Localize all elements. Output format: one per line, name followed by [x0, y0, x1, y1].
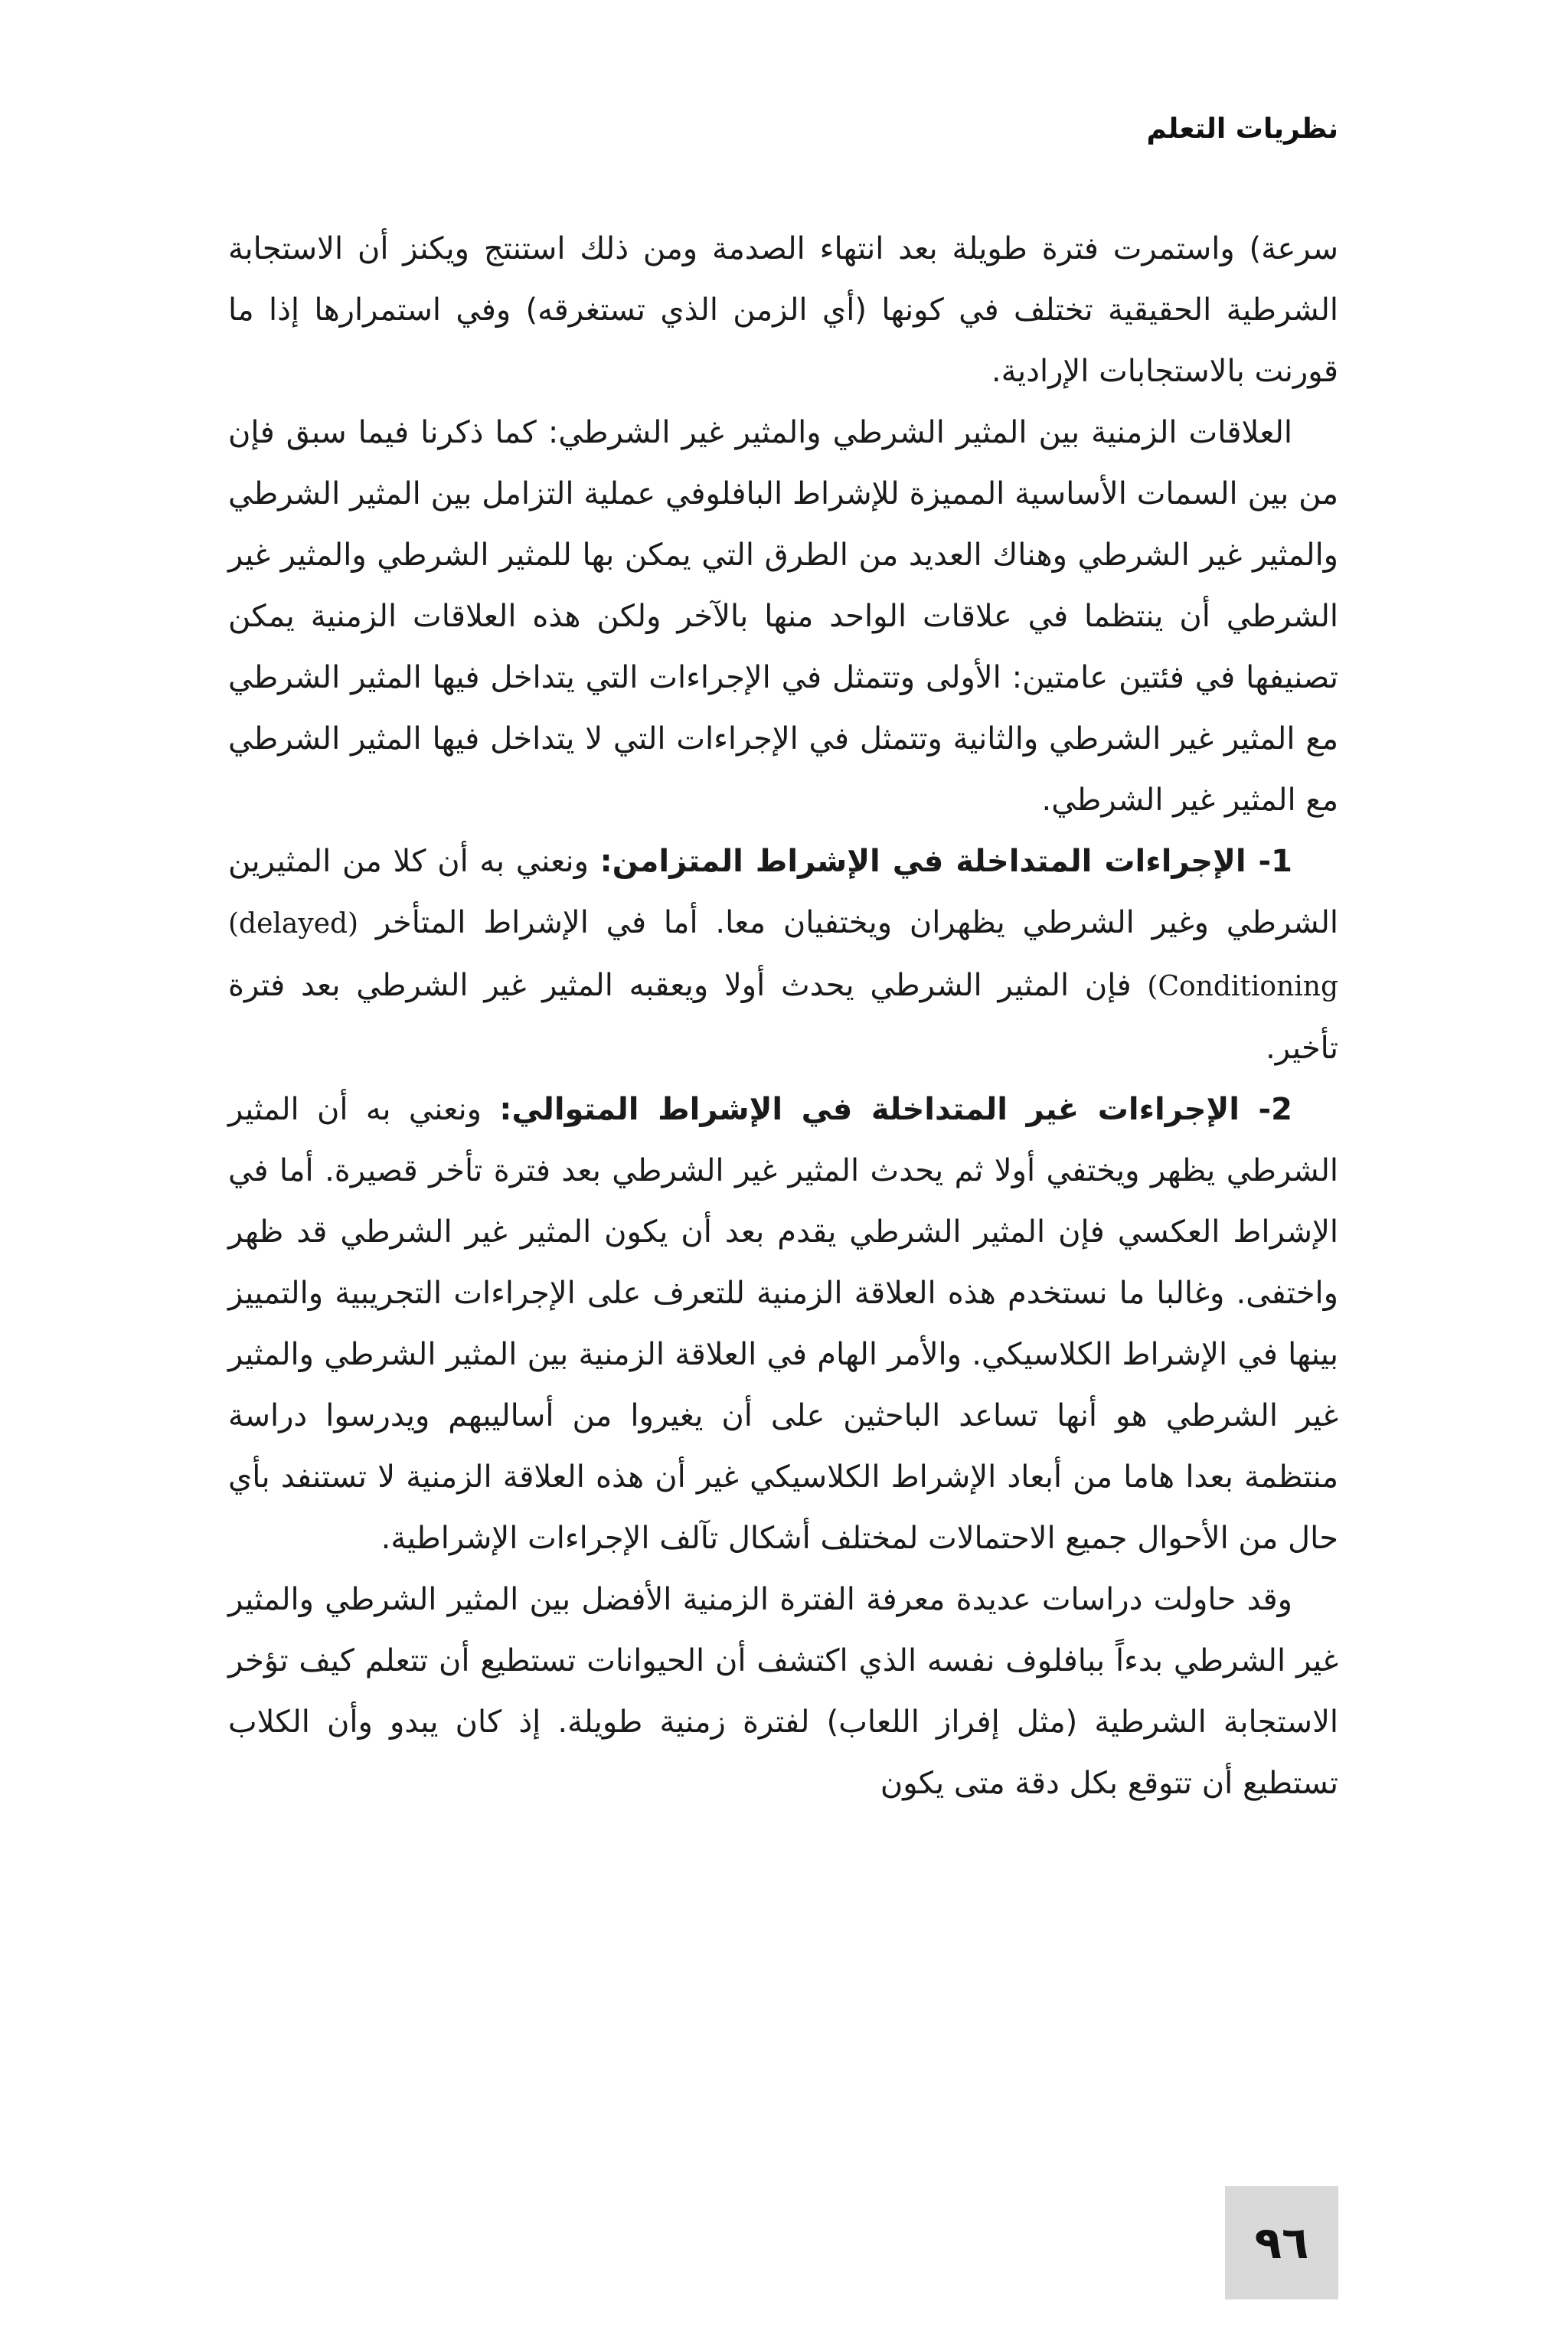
- paragraph-5: وقد حاولت دراسات عديدة معرفة الفترة الزمنية الأفضل بين المثير الشرطي والمثير غير الشرطي بدءاً ببافلوف نفسه الذي اكتشف أن الحيوانات تستطيع أن تتعلم كيف تؤخر الاستجابة الشرطية (مثل إفراز اللعاب) لفترة زمنية طويلة. إذ كان يبدو وأن الكلاب تستطيع أن تتوقع بكل دقة متى يكون: [228, 1582, 1338, 1801]
- page-number: ٩٦: [1254, 2217, 1309, 2269]
- paragraph-1: سرعة) واستمرت فترة طويلة بعد انتهاء الصدمة ومن ذلك استنتج ويكنز أن الاستجابة الشرطية الحقيقية تختلف في كونها (أي الزمن الذي تستغرقه) وفي استمرارها إذا ما قورنت بالاستجابات الإرادية.: [228, 231, 1338, 389]
- paragraph-4: [228, 1079, 1338, 1569]
- paragraph-2: العلاقات الزمنية بين المثير الشرطي والمثير غير الشرطي: كما ذكرنا فيما سبق فإن من بين السمات الأساسية المميزة للإشراط البافلوفي عملية التزامل بين المثير الشرطي والمثير غير الشرطي وهناك العديد من الطرق التي يمكن بها للمثير الشرطي والمثير غير الشرطي أن ينتظما في علاقات الواحد منها بالآخر ولكن هذه العلاقات الزمنية يمكن تصنيفها في فئتين عامتين: الأولى وتتمثل في الإجراءات التي يتداخل فيها المثير الشرطي مع المثير غير الشرطي والثانية وتتمثل في الإجراءات التي لا يتداخل فيها المثير الشرطي مع المثير غير الشرطي.: [228, 415, 1338, 818]
- body-text: [228, 218, 1338, 1814]
- paragraph-4-text: ونعني به أن المثير الشرطي يظهر ويختفي أولا ثم يحدث المثير غير الشرطي بعد فترة تأخر قصيرة. أما في الإشراط العكسي فإن المثير الشرطي يقدم بعد أن يكون المثير غير الشرطي قد ظهر واختفى. وغالبا ما نستخدم هذه العلاقة الزمنية للتعرف على الإجراءات التجريبية والتمييز بينها في الإشراط الكلاسيكي. والأمر الهام في العلاقة الزمنية بين المثير الشرطي والمثير غير الشرطي هو أنها تساعد الباحثين على أن يغيروا من أساليبهم ويدرسوا دراسة منتظمة بعدا هاما من أبعاد الإشراط الكلاسيكي غير أن هذه العلاقة الزمنية لا تستنفد بأي حال من الأحوال جميع الاحتمالات لمختلف أشكال تآلف الإجراءات الإشراطية.: [228, 1092, 1338, 1556]
- page-number-box: [1225, 2186, 1338, 2299]
- paragraph-4-heading: 2- الإجراءات غير المتداخلة في الإشراط المتوالي:: [499, 1092, 1292, 1127]
- paragraph-3-text-a: ونعني به أن كلا من المثيرين الشرطي وغير الشرطي يظهران ويختفيان معا. أما في الإشراط المتأخر: [228, 844, 1338, 940]
- paragraph-3-text-b: فإن المثير الشرطي يحدث أولا ويعقبه المثير غير الشرطي بعد فترة تأخير.: [228, 968, 1338, 1066]
- paragraph-3: [228, 831, 1338, 1079]
- paragraph-3-latin-term: (delayed) (Conditioning: [228, 908, 1338, 1002]
- running-header: نظريات التعلم: [1146, 113, 1338, 145]
- paragraph-3-heading: 1- الإجراءات المتداخلة في الإشراط المتزامن:: [599, 844, 1292, 879]
